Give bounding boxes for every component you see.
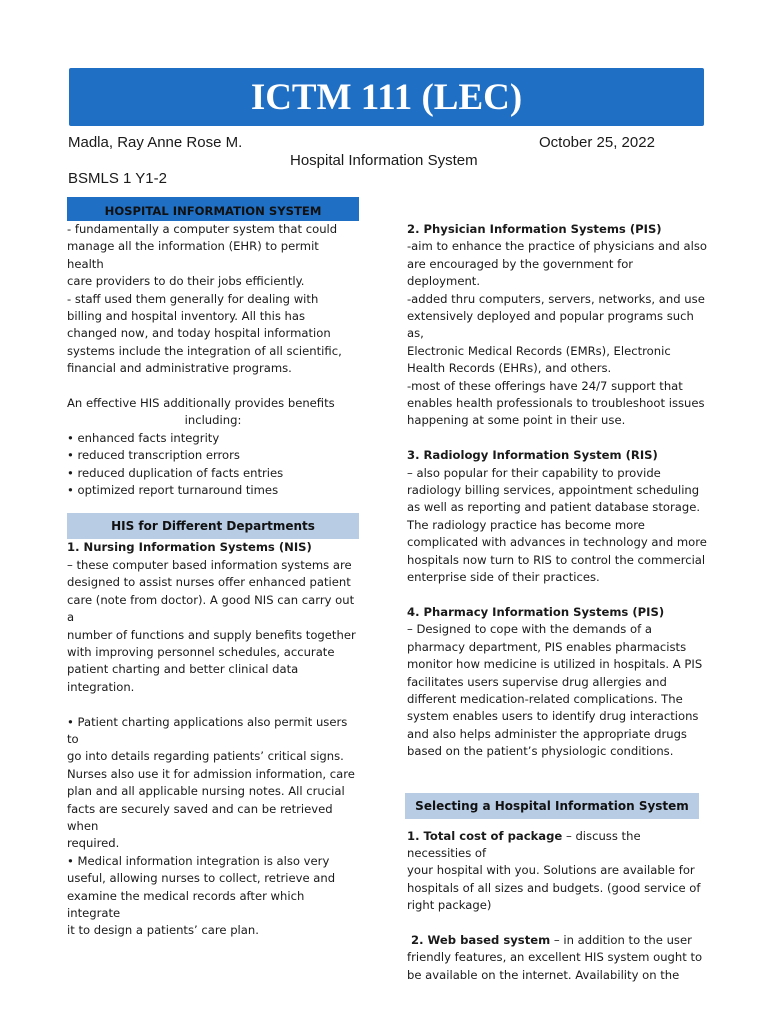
text-line: – these computer based information systems are	[67, 557, 352, 572]
text-line: - fundamentally a computer system that could	[67, 222, 338, 236]
ris-description	[407, 465, 707, 587]
text-line: Health Records (EHRs), and others.	[407, 361, 612, 376]
text-line: The radiology practice has become more	[407, 517, 645, 532]
text-line: Nurses also use it for admission information, care	[67, 766, 355, 781]
text-line: enables health professionals to troubleshoot issues	[407, 396, 705, 411]
ris-title: 3. Radiology Information System (RIS)	[407, 448, 658, 463]
text-line: useful, allowing nurses to collect, retrieve and	[67, 871, 336, 886]
web-item	[407, 932, 707, 984]
student-section: BSMLS 1 Y1-2	[68, 170, 167, 187]
text-line: and also helps administer the appropriate drugs	[407, 726, 687, 741]
document-subject: Hospital Information System	[290, 152, 478, 169]
text-line: designed to assist nurses offer enhanced patient	[67, 575, 351, 590]
text-line: • Medical information integration is also very	[67, 853, 330, 868]
pis-title: 2. Physician Information Systems (PIS)	[407, 222, 662, 236]
text-line: • Patient charting applications also permit users to	[67, 714, 348, 746]
benefits-intro-cont: including:	[184, 413, 242, 428]
text-line: radiology billing services, appointment scheduling	[407, 483, 700, 498]
author-name: Madla, Ray Anne Rose M.	[68, 134, 243, 151]
text-line: -added thru computers, servers, networks, and use	[407, 291, 705, 306]
text-line	[407, 932, 707, 949]
text-line: hospitals now turn to RIS to control the commercial	[407, 552, 706, 567]
text-line: go into details regarding patients’ critical signs.	[67, 749, 344, 764]
cost-title: 1. Total cost of package	[407, 828, 563, 843]
text-line: plan and all applicable nursing notes. All crucial	[67, 784, 345, 799]
document-date: October 25, 2022	[539, 134, 655, 151]
his-section-header: HOSPITAL INFORMATION SYSTEM	[67, 197, 359, 221]
text-line: friendly features, an excellent HIS system ought to	[407, 950, 703, 965]
pharmacy-title: 4. Pharmacy Information Systems (PIS)	[407, 604, 665, 619]
text-line: happening at some point in their use.	[407, 413, 626, 428]
text-line: your hospital with you. Solutions are available for	[407, 863, 695, 878]
web-title: 2. Web based system	[407, 932, 551, 947]
list-item: • reduced transcription errors	[67, 448, 240, 463]
text-line: care providers to do their jobs efficiently.	[67, 274, 305, 289]
text-line: examine the medical records after which integrate	[67, 888, 305, 920]
text-line: extensively deployed and popular programs such as,	[407, 309, 694, 341]
text-line: changed now, and today hospital information	[67, 326, 331, 341]
text-line: -most of these offerings have 24/7 support that	[407, 378, 683, 393]
text-line: complicated with advances in technology and more	[407, 535, 707, 550]
text-line: with improving personnel schedules, accurate	[67, 644, 335, 659]
text-line: are encouraged by the government for deployment.	[407, 256, 634, 289]
text-line: be available on the internet. Availability on the	[407, 967, 680, 982]
web-text: – in addition to the user	[550, 932, 692, 947]
text-line: system enables users to identify drug interactions	[407, 709, 699, 724]
text-line: as well as reporting and patient database storage.	[407, 500, 701, 515]
text-line: required.	[67, 836, 120, 851]
text-line: different medication-related complications. The	[407, 691, 683, 706]
pis-description	[407, 238, 707, 429]
list-item: • optimized report turnaround times	[67, 483, 279, 498]
text-line: patient charting and better clinical data integration.	[67, 662, 299, 694]
pharmacy-description	[407, 621, 707, 760]
title-banner	[69, 68, 704, 126]
nis-description	[67, 557, 359, 696]
text-line: pharmacy department, PIS enables pharmacists	[407, 639, 687, 654]
benefits-list	[67, 430, 359, 500]
cost-text: – discuss the necessities of	[407, 828, 641, 860]
left-column	[67, 197, 359, 940]
text-line: manage all the information (EHR) to permit health	[67, 239, 319, 271]
text-line: facilitates users supervise drug allergies and	[407, 674, 667, 689]
right-column	[407, 221, 707, 984]
text-line: – Designed to cope with the demands of a	[407, 622, 652, 637]
list-item: • reduced duplication of facts entries	[67, 465, 284, 480]
text-line: right package)	[407, 898, 492, 913]
nis-details	[67, 714, 359, 940]
cost-item	[407, 828, 707, 915]
text-line: Electronic Medical Records (EMRs), Electronic	[407, 343, 671, 358]
nis-title: 1. Nursing Information Systems (NIS)	[67, 540, 312, 555]
text-line: -aim to enhance the practice of physicians and also	[407, 239, 707, 254]
text-line: billing and hospital inventory. All this has	[67, 309, 306, 324]
his-definition	[67, 221, 359, 378]
text-line: - staff used them generally for dealing with	[67, 291, 319, 306]
text-line: based on the patient’s physiologic conditions.	[407, 744, 674, 759]
text-line: number of functions and supply benefits together	[67, 627, 356, 642]
list-item: • enhanced facts integrity	[67, 430, 220, 445]
departments-header: HIS for Different Departments	[67, 513, 359, 539]
text-line	[407, 828, 707, 863]
benefits-intro: An effective HIS additionally provides benefits	[67, 396, 335, 411]
document-title: ICTM 111 (LEC)	[250, 76, 523, 118]
selecting-his-header: Selecting a Hospital Information System	[405, 793, 699, 819]
text-line: hospitals of all sizes and budgets. (good service of	[407, 880, 701, 895]
text-line: financial and administrative programs.	[67, 361, 292, 376]
text-line: – also popular for their capability to provide	[407, 465, 661, 480]
text-line: monitor how medicine is utilized in hospitals. A PIS	[407, 657, 703, 672]
text-line: facts are securely saved and can be retrieved when	[67, 801, 333, 833]
text-line: enterprise side of their practices.	[407, 570, 600, 585]
text-line: care (note from doctor). A good NIS can carry out a	[67, 592, 355, 625]
text-line: systems include the integration of all scientific,	[67, 343, 342, 358]
text-line: it to design a patients’ care plan.	[67, 923, 259, 938]
